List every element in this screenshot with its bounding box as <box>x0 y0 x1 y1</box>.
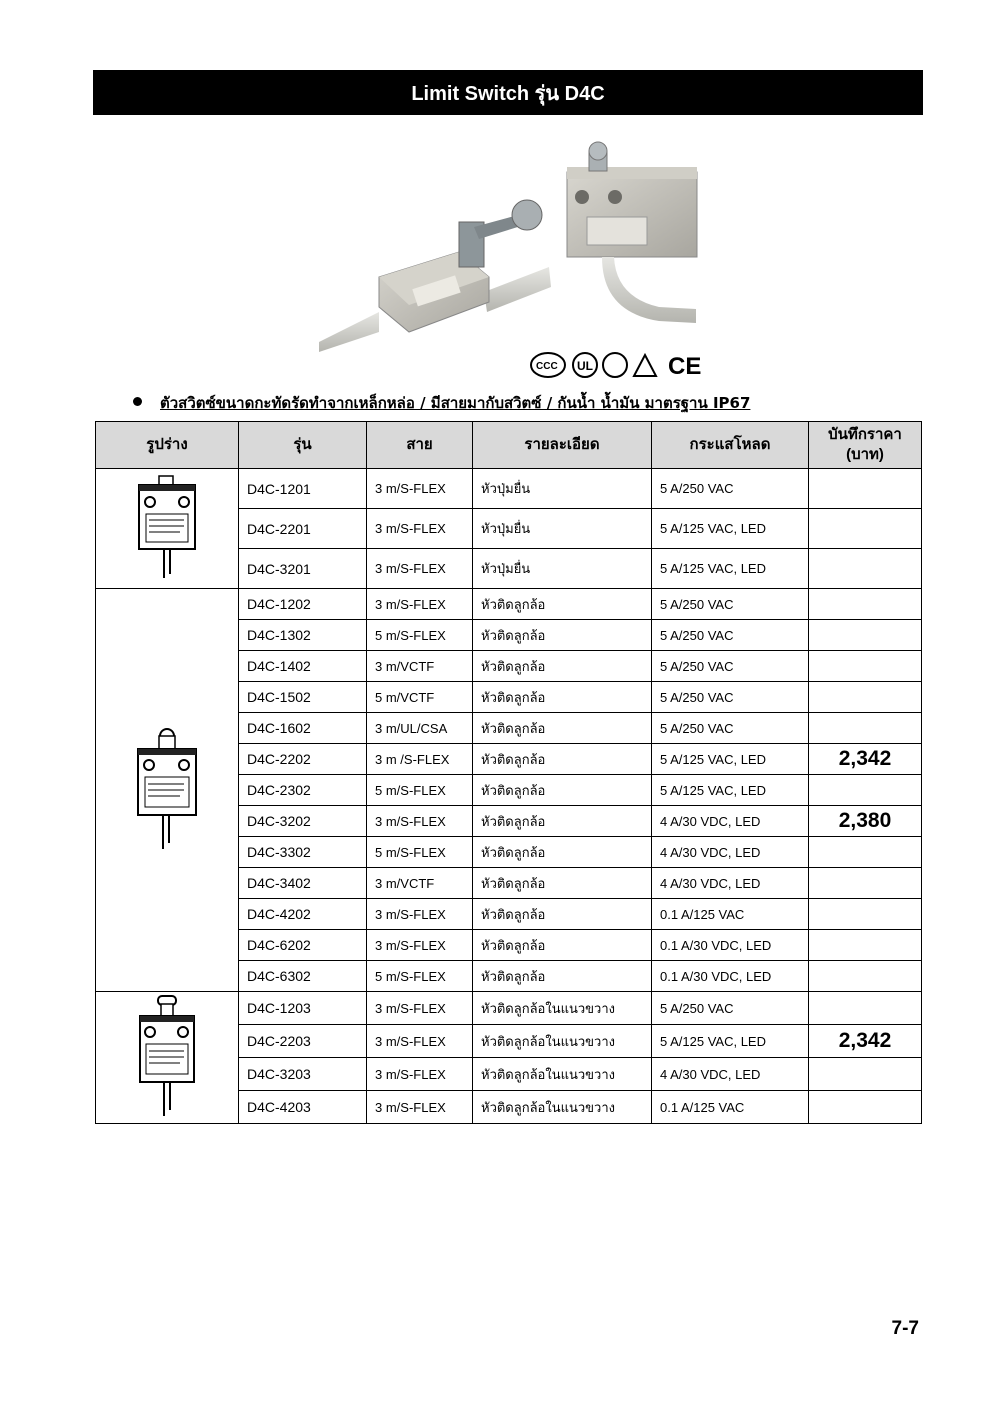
row-price <box>809 620 922 651</box>
shape-cross-roller-plunger <box>96 992 239 1124</box>
plunger-switch-drawing <box>134 474 200 580</box>
row-load: 5 A/250 VAC <box>652 469 809 509</box>
row-load: 4 A/30 VDC, LED <box>652 806 809 837</box>
row-price: 2,342 <box>809 1025 922 1058</box>
row-model: D4C-1202 <box>239 589 367 620</box>
row-model: D4C-6302 <box>239 961 367 992</box>
table-row <box>96 469 922 509</box>
row-load: 5 A/250 VAC <box>652 651 809 682</box>
header-load: กระแสโหลด <box>652 422 809 469</box>
row-cable: 5 m/S-FLEX <box>367 961 473 992</box>
row-cable: 3 m/S-FLEX <box>367 589 473 620</box>
row-detail: หัวติดลูกล้อ <box>473 775 652 806</box>
row-price: 2,380 <box>809 806 922 837</box>
row-model: D4C-1201 <box>239 469 367 509</box>
row-model: D4C-1502 <box>239 682 367 713</box>
row-price <box>809 837 922 868</box>
row-cable: 3 m/S-FLEX <box>367 1025 473 1058</box>
row-cable: 3 m/S-FLEX <box>367 806 473 837</box>
row-price <box>809 509 922 549</box>
row-cable: 5 m/VCTF <box>367 682 473 713</box>
row-load: 5 A/125 VAC, LED <box>652 509 809 549</box>
row-load: 5 A/125 VAC, LED <box>652 549 809 589</box>
shape-roller-plunger <box>96 589 239 992</box>
row-cable: 3 m/S-FLEX <box>367 469 473 509</box>
roller-plunger-switch-drawing <box>132 727 202 851</box>
row-detail: หัวปุ่มยื่น <box>473 549 652 589</box>
row-detail: หัวติดลูกล้อ <box>473 961 652 992</box>
row-model: D4C-2201 <box>239 509 367 549</box>
row-load: 4 A/30 VDC, LED <box>652 837 809 868</box>
table-row <box>96 589 922 620</box>
row-cable: 3 m/UL/CSA <box>367 713 473 744</box>
row-load: 4 A/30 VDC, LED <box>652 1058 809 1091</box>
row-price <box>809 961 922 992</box>
product-table <box>95 421 922 1124</box>
row-load: 5 A/250 VAC <box>652 682 809 713</box>
row-cable: 3 m/S-FLEX <box>367 930 473 961</box>
row-detail: หัวติดลูกล้อในแนวขวาง <box>473 1091 652 1124</box>
row-load: 5 A/250 VAC <box>652 620 809 651</box>
row-detail: หัวติดลูกล้อ <box>473 806 652 837</box>
row-cable: 3 m/VCTF <box>367 651 473 682</box>
row-model: D4C-3203 <box>239 1058 367 1091</box>
row-price <box>809 589 922 620</box>
row-load: 0.1 A/30 VDC, LED <box>652 961 809 992</box>
row-detail: หัวติดลูกล้อ <box>473 744 652 775</box>
certification-marks <box>528 350 702 380</box>
bullet-icon <box>133 397 142 406</box>
feature-text: ตัวสวิตซ์ขนาดกะทัดรัดทำจากเหล็กหล่อ / มีสายมากับสวิตซ์ / กันน้ำ น้ำมัน มาตรฐาน IP67 <box>160 394 751 412</box>
header-price: บันทึกราคา (บาท) <box>809 422 922 469</box>
row-cable: 3 m /S-FLEX <box>367 744 473 775</box>
row-cable: 5 m/S-FLEX <box>367 620 473 651</box>
row-detail: หัวติดลูกล้อในแนวขวาง <box>473 1025 652 1058</box>
row-load: 0.1 A/30 VDC, LED <box>652 930 809 961</box>
cross-roller-switch-drawing <box>136 994 198 1118</box>
row-load: 4 A/30 VDC, LED <box>652 868 809 899</box>
row-model: D4C-3202 <box>239 806 367 837</box>
row-model: D4C-3302 <box>239 837 367 868</box>
row-model: D4C-2203 <box>239 1025 367 1058</box>
row-price <box>809 469 922 509</box>
row-detail: หัวติดลูกล้อ <box>473 868 652 899</box>
row-model: D4C-3402 <box>239 868 367 899</box>
row-price <box>809 868 922 899</box>
row-model: D4C-2302 <box>239 775 367 806</box>
row-cable: 5 m/S-FLEX <box>367 837 473 868</box>
row-load: 5 A/125 VAC, LED <box>652 744 809 775</box>
shape-plunger <box>96 469 239 589</box>
row-cable: 3 m/S-FLEX <box>367 1058 473 1091</box>
svg-text:CCC: CCC <box>536 361 558 372</box>
feature-bullet <box>133 391 933 415</box>
row-load: 5 A/250 VAC <box>652 589 809 620</box>
row-detail: หัวติดลูกล้อ <box>473 589 652 620</box>
row-price <box>809 549 922 589</box>
row-price <box>809 930 922 961</box>
header-detail: รายละเอียด <box>473 422 652 469</box>
row-cable: 5 m/S-FLEX <box>367 775 473 806</box>
svg-text:CE: CE <box>668 353 702 380</box>
row-detail: หัวปุ่มยื่น <box>473 469 652 509</box>
row-detail: หัวติดลูกล้อ <box>473 713 652 744</box>
page-number: 7-7 <box>891 1318 919 1339</box>
row-price <box>809 992 922 1025</box>
row-load: 0.1 A/125 VAC <box>652 1091 809 1124</box>
row-model: D4C-4202 <box>239 899 367 930</box>
row-model: D4C-1302 <box>239 620 367 651</box>
row-cable: 3 m/S-FLEX <box>367 1091 473 1124</box>
header-model: รุ่น <box>239 422 367 469</box>
row-model: D4C-1602 <box>239 713 367 744</box>
row-price <box>809 682 922 713</box>
row-price <box>809 1058 922 1091</box>
row-model: D4C-1402 <box>239 651 367 682</box>
row-detail: หัวปุ่มยื่น <box>473 509 652 549</box>
row-model: D4C-4203 <box>239 1091 367 1124</box>
row-detail: หัวติดลูกล้อ <box>473 620 652 651</box>
warning-triangle-icon <box>634 355 656 376</box>
row-cable: 3 m/S-FLEX <box>367 509 473 549</box>
row-price <box>809 713 922 744</box>
row-detail: หัวติดลูกล้อ <box>473 682 652 713</box>
row-price <box>809 899 922 930</box>
row-price: 2,342 <box>809 744 922 775</box>
row-detail: หัวติดลูกล้อ <box>473 930 652 961</box>
row-load: 5 A/125 VAC, LED <box>652 1025 809 1058</box>
product-photo <box>319 137 696 352</box>
row-price <box>809 1091 922 1124</box>
csa-mark-icon <box>603 353 627 377</box>
row-detail: หัวติดลูกล้อในแนวขวาง <box>473 1058 652 1091</box>
table-header-row <box>96 422 922 469</box>
row-cable: 3 m/S-FLEX <box>367 992 473 1025</box>
row-load: 5 A/125 VAC, LED <box>652 775 809 806</box>
row-model: D4C-6202 <box>239 930 367 961</box>
header-cable: สาย <box>367 422 473 469</box>
row-detail: หัวติดลูกล้อ <box>473 651 652 682</box>
row-detail: หัวติดลูกล้อในแนวขวาง <box>473 992 652 1025</box>
row-load: 5 A/250 VAC <box>652 713 809 744</box>
row-price <box>809 651 922 682</box>
row-price <box>809 775 922 806</box>
row-load: 5 A/250 VAC <box>652 992 809 1025</box>
row-model: D4C-3201 <box>239 549 367 589</box>
row-load: 0.1 A/125 VAC <box>652 899 809 930</box>
row-model: D4C-1203 <box>239 992 367 1025</box>
row-model: D4C-2202 <box>239 744 367 775</box>
header-shape: รูปร่าง <box>96 422 239 469</box>
row-detail: หัวติดลูกล้อ <box>473 837 652 868</box>
page-title: Limit Switch รุ่น D4C <box>93 70 923 115</box>
row-cable: 3 m/S-FLEX <box>367 899 473 930</box>
row-cable: 3 m/VCTF <box>367 868 473 899</box>
row-cable: 3 m/S-FLEX <box>367 549 473 589</box>
row-detail: หัวติดลูกล้อ <box>473 899 652 930</box>
svg-text:UL: UL <box>577 359 593 373</box>
table-row <box>96 992 922 1025</box>
